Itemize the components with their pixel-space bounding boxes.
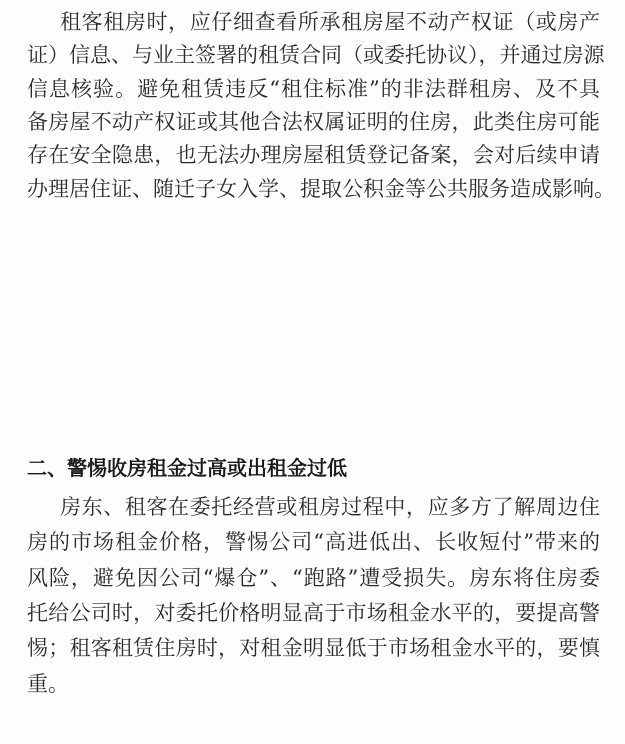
text-line: 房的市场租金价格，警惕公司“高进低出、长收短付”带来的: [27, 530, 600, 554]
text-line: 信息核验。避免租赁违反“租住标准”的非法群租房、及不具: [27, 77, 600, 101]
text-line: 托给公司时，对委托价格明显高于市场租金水平的，要提高警: [27, 601, 600, 625]
text-line: 风险，避免因公司“爆仓”、“跑路”遭受损失。房东将住房委: [27, 566, 600, 590]
text-line: 办理居住证、随迁子女入学、提取公积金等公共服务造成影响。: [27, 177, 615, 201]
text-line: 租客租房时，应仔细查看所承租房屋不动产权证（或房产: [60, 10, 600, 34]
text-line: 存在安全隐患，也无法办理房屋租赁登记备案，会对后续申请: [27, 143, 600, 167]
section-heading: 二、警惕收房租金过高或出租金过低: [27, 456, 347, 480]
text-line: 备房屋不动产权证或其他合法权属证明的住房，此类住房可能: [27, 110, 600, 134]
text-line: 重。: [27, 672, 69, 696]
text-line: 证）信息、与业主签署的租赁合同（或委托协议），并通过房源: [27, 43, 605, 67]
text-line: 惕；租客租赁住房时，对租金明显低于市场租金水平的，要慎: [27, 636, 600, 660]
text-line: 房东、租客在委托经营或租房过程中，应多方了解周边住: [60, 495, 600, 519]
